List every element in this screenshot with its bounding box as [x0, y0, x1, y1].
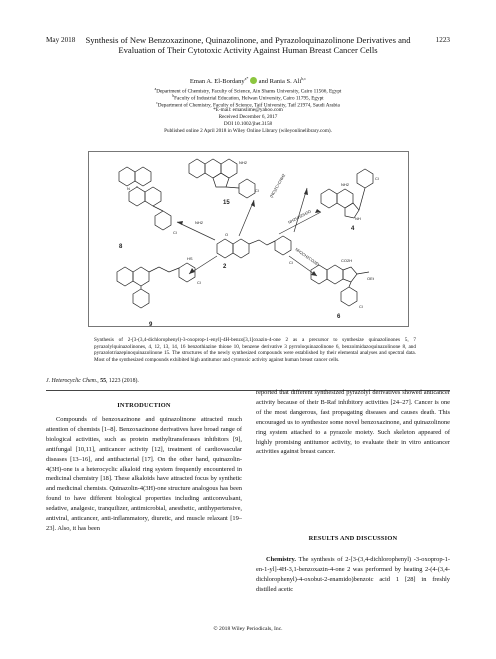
atom-cl-2: Cl: [289, 260, 293, 265]
author-first-marks: a*: [244, 76, 249, 81]
atom-cl-9: Cl: [197, 280, 201, 285]
reaction-scheme: [88, 151, 409, 327]
compound-2-structure: [217, 236, 291, 258]
label-compound-2: 2: [223, 264, 227, 270]
compound-6-structure: [311, 265, 369, 306]
citation: J. Heterocyclic Chem., 55, 1223 (2018).: [46, 378, 139, 384]
compound-4-structure: [321, 169, 373, 218]
affiliation-b: $^b$Faculty of Industrial Education, Helwan University, Cairo 11795, Egypt: [172, 94, 324, 102]
atom-cl-15: Cl: [255, 188, 259, 193]
label-compound-9: 9: [149, 322, 153, 328]
running-date: May 2018: [46, 36, 76, 44]
atom-cl-6: Cl: [359, 304, 363, 309]
atom-cl-4: Cl: [375, 176, 379, 181]
received-date: Received December 6, 2017: [218, 114, 278, 120]
atom-cl-8: Cl: [173, 230, 177, 235]
author-second-marks: b,c: [301, 76, 307, 81]
author-and: and: [258, 78, 269, 86]
chemistry-text: The synthesis of 2-[3-(3,4-dichlorophenyl) -3-oxoprop-1-en-1-yl]-4H-3,1-benzoxazin-4-one 2 was performed by heating 2-(4-(3,4-dichlorophenyl)-4-oxobut-2-enamido)benzoic acid 1 [28] in freshly distilled acetic: [256, 556, 450, 593]
chemistry-paragraph: [256, 555, 450, 595]
reagent-4: NH2NH2/H2O: [287, 208, 312, 225]
affiliation-c: $^c$Department of Chemistry, Faculty of Science, Taif University, Taif 21974, Saudi Arabia: [156, 101, 340, 109]
orcid-icon[interactable]: [250, 77, 257, 84]
affiliation-a: $^a$Department of Chemistry, Faculty of Science, Ain Shams University, Cairo 11566, Egypt: [154, 87, 342, 95]
scheme-graphic: [89, 152, 410, 328]
heading-introduction: INTRODUCTION: [117, 402, 171, 409]
atom-nh2-15: NH2: [239, 160, 248, 165]
author-first: Eman A. El-Bordany: [189, 78, 245, 86]
reagent-15: (NC)2C=CNH2: [268, 172, 287, 199]
label-compound-6: 6: [337, 314, 341, 320]
right-paragraph: reported that different synthesized pyrazolyl derivatives showed anticancer activity because of their B-Raf inhibitory activities [24–27]. Cancer is one of the most dangerous, fast propagating diseases and causes death. This encouraged us to synthesize some novel benzoxazinone, and quinazolinone ring system attached to a pyrazole moiety. Such skeleton appeared of highly promising antitumor activity, to evaluate their in vitro anticancer activities against breast cancer.: [256, 389, 450, 456]
atom-nh2-reagent: NH2: [195, 220, 204, 225]
atom-o-2: O: [225, 232, 229, 237]
author-second: Rania S. Ali: [269, 78, 302, 86]
reagent-6: NH2CH2CO2Et: [294, 246, 321, 267]
author-line: [60, 76, 436, 85]
article-title: Synthesis of New Benzoxazinone, Quinazolinone, and Pyrazoloquinazolinone Derivatives and Evaluation of Their Cytotoxic Activity Against Human Breast Cancer Cells: [85, 35, 411, 56]
abstract: Synthesis of 2-[3-(3,4-dichlorophenyl)-3-oxoprop-1-enyl]-4H-benzo[3,1]oxazin-4-one 2 as a precursor to synthesize quinazolinones 5, 7 pyrazolylquinazolinones, 4, 12, 13, 14, 16 benzothiazine thione 10, benzene derivative 3 pyrroloquinazolinone 6, benzoimidazoquinazolinone 8, and pyrazolotriazepinoquinazolinone 15. The structures of the newly synthesized compounds were established by their elemental analyses and spectral data. Most of the synthesized compounds exhibited high antitumor and cytotoxic activity against human breast cancer cells.: [94, 337, 416, 364]
label-compound-4: 4: [351, 226, 355, 232]
page-number: 1223: [435, 36, 450, 44]
heading-results: RESULTS AND DISCUSSION: [308, 535, 398, 542]
label-compound-15: 15: [223, 200, 230, 206]
chemistry-label: Chemistry.: [266, 556, 296, 563]
copyright-footer: © 2018 Wiley Periodicals, Inc.: [213, 626, 283, 632]
doi[interactable]: DOI 10.1002/jhet.3158: [223, 121, 273, 127]
atom-hs-reagent: HS: [187, 256, 193, 261]
atom-nh-4: NH: [355, 216, 361, 221]
atom-co2h-6: CO2H: [341, 258, 353, 263]
label-compound-8: 8: [119, 244, 123, 250]
atom-oet-6: OEt: [367, 276, 374, 281]
reaction-arrows: [177, 188, 321, 276]
compound-9-structure: [117, 263, 195, 308]
compound-8-structure: [119, 167, 171, 230]
published-online: Published online 2 April 2018 in Wiley Online Library (wileyonlinelibrary.com).: [164, 128, 332, 134]
email[interactable]: *E-mail: emanslime@yahoo.com: [213, 107, 283, 113]
intro-paragraph: Compounds of benzoxazinone and quinazolinone attracted much attention of chemists [1–8]. Benzoxazinone derivatives have broad range of biological activities, such as protein methyltransferases inhibitors [9], antifungal [10,11], anticancer activity [12], treatment of cardiovascular diseases [13–16], and antibacterial [17]. On the other hand, quinazolin-4(3H)-one is a heterocyclic alkaloid ring system frequently encountered in medicinal chemistry [18]. These alkaloids have attracted focus by synthetic and medicinal chemists. Quinazolin-4(3H)-one structure analogous has been found to have different biological properties including anticonvulsant, sedative, analgesic, tranquilizer, antimicrobial, anesthetic, antihypertensive, antiviral, anticancer, anti-inflammatory, diuretic, and muscle relaxant [19–23]. Also, it has been: [46, 416, 242, 532]
atom-nh2-4: NH2: [341, 182, 350, 187]
atom-n-8: N: [127, 186, 130, 191]
